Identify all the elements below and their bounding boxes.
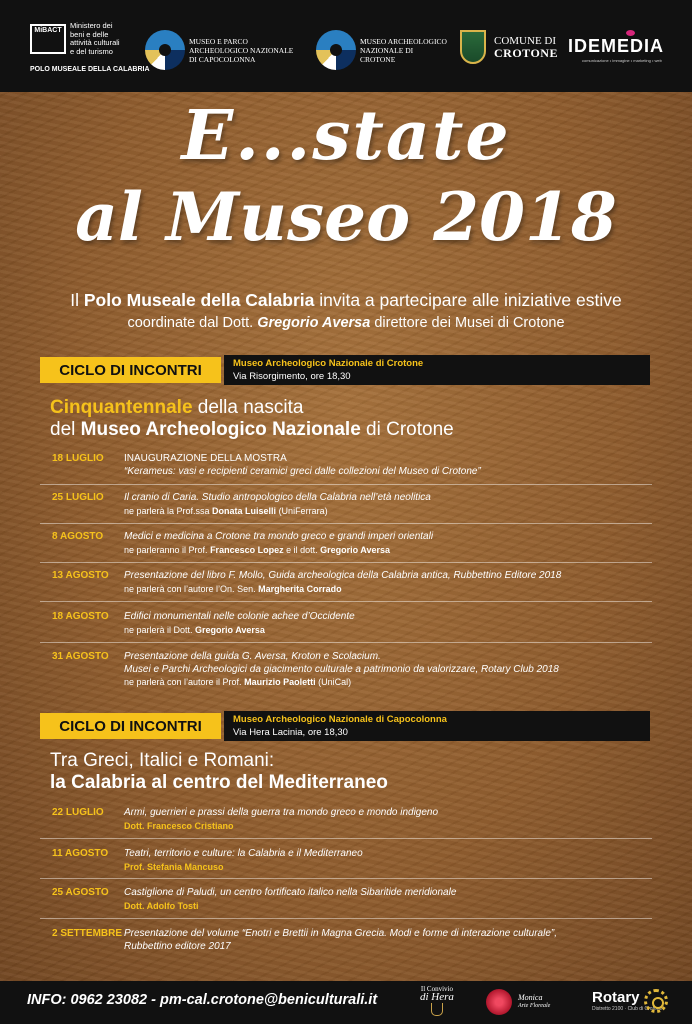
comune-text bbox=[494, 35, 558, 60]
event-date: 18 AGOSTO bbox=[52, 611, 109, 622]
event-date: 22 LUGLIO bbox=[52, 807, 104, 818]
divider bbox=[40, 523, 652, 524]
comune-line2: CROTONE bbox=[494, 45, 558, 60]
convivio-logo bbox=[420, 985, 454, 1016]
cycle1-title-highlight: Cinquantennale bbox=[50, 397, 193, 418]
cycle1-title-text: del bbox=[50, 419, 81, 440]
idemedia-brand: IDEMEDIA bbox=[568, 36, 665, 56]
convivio-name: di Hera bbox=[420, 991, 454, 1003]
museo-crotone-logo bbox=[316, 30, 450, 70]
cycle1-info bbox=[224, 355, 650, 385]
divider bbox=[40, 484, 652, 485]
divider bbox=[40, 562, 652, 563]
monica-logo bbox=[518, 993, 550, 1011]
cycle2-title-bold: la Calabria al centro del Mediterraneo bbox=[50, 772, 388, 793]
event-title: Presentazione della guida G. Aversa, Kroton e Scolacium. bbox=[124, 651, 381, 662]
intro-bold: Gregorio Aversa bbox=[257, 315, 371, 331]
event-text bbox=[124, 611, 644, 636]
event-title: Il cranio di Caria. Studio antropologico della Calabria nell’età neolitica bbox=[124, 492, 431, 503]
cycle1-bar bbox=[40, 355, 650, 385]
event-speaker: Dott. Francesco Cristiano bbox=[124, 820, 234, 831]
event-title: Edifici monumentali nelle colonie achee d’Occidente bbox=[124, 611, 355, 622]
event-speaker-intro: ne parlerà il Dott. bbox=[124, 624, 196, 635]
event-speaker: Maurizio Paoletti bbox=[244, 677, 316, 687]
intro-line1 bbox=[0, 290, 692, 311]
cycle1-title bbox=[50, 397, 454, 441]
divider bbox=[40, 838, 652, 839]
event-date: 25 LUGLIO bbox=[52, 492, 104, 503]
event-date: 25 AGOSTO bbox=[52, 887, 109, 898]
event-text bbox=[124, 807, 644, 832]
comune-line1: COMUNE DI bbox=[494, 34, 557, 47]
event-speaker: Francesco Lopez bbox=[210, 544, 284, 555]
poster-title-line1: E...state bbox=[181, 96, 511, 176]
event-title: Medici e medicina a Crotone tra mondo greco e grandi imperi orientali bbox=[124, 531, 434, 542]
event-speaker: Gregorio Aversa bbox=[320, 544, 390, 555]
convivio-text: Il Convivio bbox=[420, 985, 453, 993]
event-title: Presentazione del libro F. Mollo, Guida archeologica della Calabria antica, Rubbettino Editore 2018 bbox=[124, 570, 562, 581]
event-date: 18 LUGLIO bbox=[52, 453, 104, 464]
event-text bbox=[124, 492, 644, 517]
event-speaker: Margherita Corrado bbox=[258, 583, 342, 594]
event-text bbox=[124, 651, 644, 689]
museum-disc-icon bbox=[145, 30, 185, 70]
header-bar bbox=[0, 0, 692, 92]
intro-line2 bbox=[0, 315, 692, 331]
cycle2-info bbox=[224, 711, 650, 741]
divider bbox=[40, 918, 652, 919]
event-date: 8 AGOSTO bbox=[52, 531, 104, 542]
intro-text: Il bbox=[70, 290, 84, 310]
intro-text: invita a partecipare alle iniziative estive bbox=[314, 290, 622, 310]
polo-museale-label: POLO MUSEALE DELLA CALABRIA bbox=[30, 66, 150, 73]
idemedia-dot-icon bbox=[626, 30, 635, 36]
event-date: 2 SETTEMBRE bbox=[52, 928, 123, 939]
cycle1-tag: CICLO DI INCONTRI bbox=[40, 357, 221, 383]
intro-bold: Polo Museale della Calabria bbox=[83, 290, 315, 310]
cycle1-title-text: della nascita bbox=[192, 397, 304, 418]
event-speaker-intro: e il dott. bbox=[283, 544, 321, 555]
crest-icon bbox=[460, 30, 486, 64]
event-date: 11 AGOSTO bbox=[52, 848, 109, 859]
divider bbox=[40, 601, 652, 602]
contact-info: INFO: 0962 23082 - pm-cal.crotone@beniculturali.it bbox=[27, 992, 378, 1008]
cycle1-title-bold: Museo Archeologico Nazionale bbox=[80, 419, 361, 440]
mibact-logo bbox=[30, 21, 150, 73]
event-text bbox=[124, 570, 644, 595]
cycle1-title-text: di Crotone bbox=[360, 419, 454, 440]
event-title: Presentazione del volume “Enotri e Brettii in Magna Grecia. Modi e forme di interazione culturale”, bbox=[124, 928, 557, 939]
event-text bbox=[124, 531, 644, 556]
event-speaker: Prof. Stefania Mancuso bbox=[124, 861, 224, 872]
wine-glass-icon bbox=[431, 1003, 443, 1016]
cycle2-tag: CICLO DI INCONTRI bbox=[40, 713, 221, 739]
event-date: 13 AGOSTO bbox=[52, 570, 109, 581]
idemedia-tagline: comunicazione • immagine • marketing • web bbox=[582, 58, 662, 63]
divider bbox=[40, 642, 652, 643]
museo-capocolonna-logo bbox=[145, 30, 299, 70]
event-title: Castiglione di Paludi, un centro fortificato italico nella Sibaritide meridionale bbox=[124, 887, 457, 898]
museo-crotone-text: MUSEO ARCHEOLOGICO NAZIONALE DI CROTONE bbox=[360, 36, 447, 64]
cycle2-location: Museo Archeologico Nazionale di Capocolonna bbox=[233, 714, 447, 725]
event-speaker-intro: ne parlerà la Prof.ssa bbox=[124, 505, 213, 516]
museo-capocolonna-text: MUSEO E PARCO ARCHEOLOGICO NAZIONALE DI CAPOCOLONNA bbox=[189, 36, 294, 64]
event-title: Teatri, territorio e culture: la Calabria e il Mediterraneo bbox=[124, 848, 363, 859]
rotary-name: Rotary bbox=[592, 989, 640, 1006]
intro-text: coordinate dal Dott. bbox=[127, 315, 258, 331]
monica-name: Monica bbox=[518, 993, 543, 1002]
monica-sub: Arte Floreale bbox=[518, 1003, 551, 1009]
cycle2-bar bbox=[40, 711, 650, 741]
cycle2-address: Via Hera Lacinia, ore 18,30 bbox=[233, 727, 348, 738]
mibact-text: Ministero dei beni e delle attività culturali e del turismo bbox=[70, 21, 120, 56]
event-speaker: Dott. Adolfo Tosti bbox=[124, 900, 199, 911]
divider bbox=[40, 878, 652, 879]
event-title: Rubbettino editore 2017 bbox=[124, 940, 231, 952]
event-title: “Kerameus: vasi e recipienti ceramici greci dalle collezioni del Museo di Crotone” bbox=[124, 465, 481, 477]
event-speaker: Gregorio Aversa bbox=[195, 624, 265, 635]
poster-title-line2: al Museo 2018 bbox=[75, 178, 617, 256]
event-speaker-intro: ne parleranno il Prof. bbox=[124, 544, 211, 555]
museum-disc-icon bbox=[316, 30, 356, 70]
event-title: Armi, guerrieri e prassi della guerra tra mondo greco e mondo indigeno bbox=[124, 807, 439, 818]
mibact-mark: MiBACT bbox=[30, 24, 66, 54]
cycle1-address: Via Risorgimento, ore 18,30 bbox=[233, 371, 351, 382]
event-affiliation: (UniFerrara) bbox=[276, 505, 328, 516]
event-text bbox=[124, 928, 644, 953]
event-speaker: Donata Luiselli bbox=[212, 505, 277, 516]
event-text bbox=[124, 887, 644, 912]
rotary-wheel-icon bbox=[644, 989, 668, 1013]
comune-logo bbox=[460, 30, 558, 64]
intro-text: direttore dei Musei di Crotone bbox=[370, 315, 565, 331]
event-title: Musei e Parchi Archeologici da giacimento culturale a patrimonio da valorizzare, Rotary Club 2018 bbox=[124, 663, 559, 675]
event-text bbox=[124, 453, 644, 478]
event-heading: INAUGURAZIONE DELLA MOSTRA bbox=[124, 453, 287, 464]
event-speaker-intro: ne parlerà con l’autore l’On. Sen. bbox=[124, 583, 259, 594]
footer-bar bbox=[0, 981, 692, 1024]
cycle2-title bbox=[50, 750, 388, 794]
event-text bbox=[124, 848, 644, 873]
cycle1-location: Museo Archeologico Nazionale di Crotone bbox=[233, 358, 424, 369]
event-date: 31 AGOSTO bbox=[52, 651, 109, 662]
event-speaker-intro: ne parlerà con l’autore il Prof. bbox=[124, 677, 245, 687]
flower-icon bbox=[486, 989, 512, 1015]
event-affiliation: (UniCal) bbox=[315, 677, 352, 687]
idemedia-logo bbox=[568, 36, 665, 63]
cycle2-title-text: Tra Greci, Italici e Romani: bbox=[50, 750, 275, 771]
rotary-sub: Distretto 2100 · Club di Crotone bbox=[592, 1006, 663, 1012]
